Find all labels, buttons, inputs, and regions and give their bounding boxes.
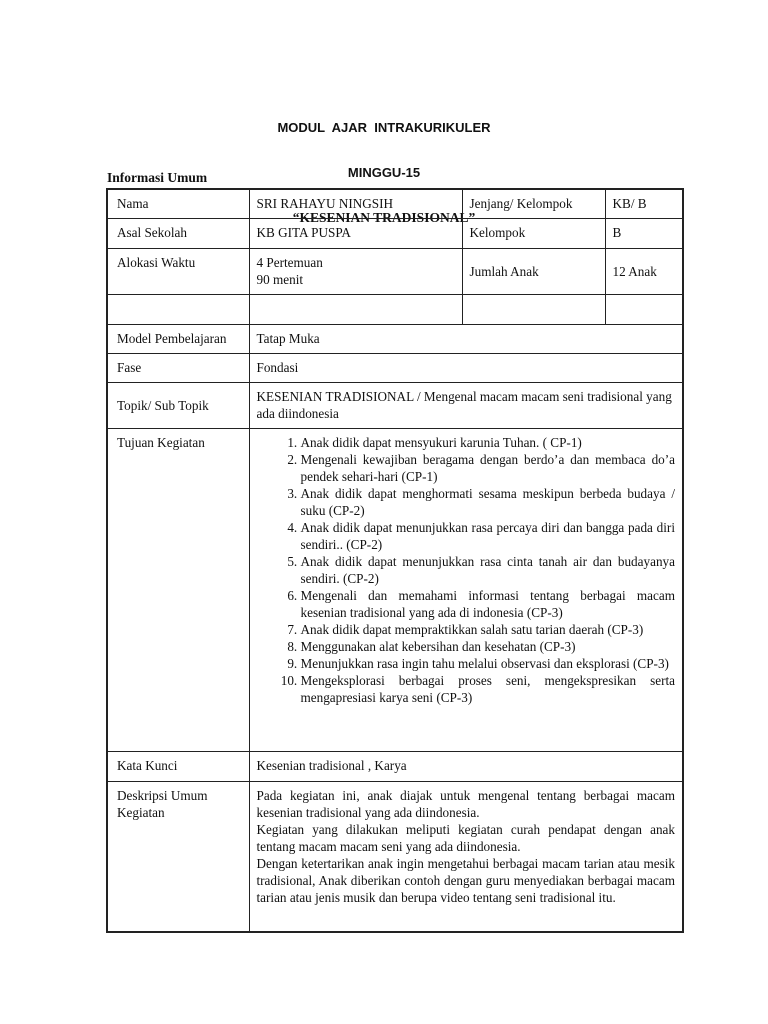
kata-kunci-value: Kesenian tradisional , Karya xyxy=(249,751,683,781)
jenjang-label: Jenjang/ Kelompok xyxy=(462,189,605,218)
nama-value: SRI RAHAYU NINGSIH xyxy=(249,189,462,218)
jenjang-value: KB/ B xyxy=(605,189,683,218)
list-item: 8. Menggunakan alat kebersihan dan kesehatan (CP-3) xyxy=(301,638,676,655)
alokasi-menit: 90 menit xyxy=(256,271,304,287)
row-empty xyxy=(107,294,683,324)
fase-label: Fase xyxy=(107,353,249,382)
row-deskripsi xyxy=(107,781,683,932)
deskripsi-label-line2: Kegiatan xyxy=(117,804,165,820)
theme-title: “KESENIAN TRADISIONAL” xyxy=(292,210,476,225)
row-asal-sekolah xyxy=(107,218,683,248)
list-item: 1. Anak didik dapat mensyukuri karunia Tuhan. ( CP-1) xyxy=(301,434,676,451)
deskripsi-label-line1: Deskripsi Umum xyxy=(117,787,208,803)
list-item: 9. Menunjukkan rasa ingin tahu melalui observasi dan eksplorasi (CP-3) xyxy=(301,655,676,672)
general-info-table xyxy=(106,188,684,933)
topik-value: KESENIAN TRADISIONAL / Mengenal macam macam seni tradisional yang ada diindonesia xyxy=(249,382,683,428)
row-fase xyxy=(107,353,683,382)
alokasi-pertemuan: 4 Pertemuan xyxy=(256,254,323,270)
deskripsi-paragraph: Dengan ketertarikan anak ingin mengetahui berbagai macam tarian atau mesik tradisional, Anak diberikan contoh dengan guru menyediakan berbagai macam tarian atau jenis musik dan berupa video tentang seni tradisional itu. xyxy=(256,855,675,905)
empty-cell xyxy=(107,294,249,324)
nama-label: Nama xyxy=(107,189,249,218)
list-item: 4. Anak didik dapat menunjukkan rasa percaya diri dan bangga pada diri sendiri.. (CP-2) xyxy=(301,519,676,553)
module-title: MODUL AJAR INTRAKURIKULER xyxy=(277,120,491,135)
jumlah-anak-value: 12 Anak xyxy=(605,248,683,294)
deskripsi-value xyxy=(249,781,683,932)
tujuan-kegiatan-value xyxy=(249,428,683,751)
section-title: Informasi Umum xyxy=(107,170,208,185)
row-topik xyxy=(107,382,683,428)
list-item: 5. Anak didik dapat menunjukkan rasa cinta tanah air dan budayanya sendiri. (CP-2) xyxy=(301,553,676,587)
list-item: 2. Mengenali kewajiban beragama dengan berdo’a dan membaca do’a pendek sehari-hari (CP-1) xyxy=(301,451,676,485)
alokasi-waktu-value xyxy=(249,248,462,294)
row-tujuan-kegiatan xyxy=(107,428,683,751)
asal-sekolah-label: Asal Sekolah xyxy=(107,218,249,248)
tujuan-list xyxy=(257,434,676,706)
row-model-pembelajaran xyxy=(107,324,683,353)
model-pembelajaran-label: Model Pembelajaran xyxy=(107,324,249,353)
model-pembelajaran-value: Tatap Muka xyxy=(249,324,683,353)
empty-cell xyxy=(605,294,683,324)
kata-kunci-label: Kata Kunci xyxy=(107,751,249,781)
fase-value: Fondasi xyxy=(249,353,683,382)
kelompok-label: Kelompok xyxy=(462,218,605,248)
deskripsi-label xyxy=(107,781,249,932)
week-label: MINGGU-15 xyxy=(347,165,421,180)
list-item: 3. Anak didik dapat menghormati sesama meskipun berbeda budaya / suku (CP-2) xyxy=(301,485,676,519)
tujuan-kegiatan-label: Tujuan Kegiatan xyxy=(107,428,249,751)
empty-cell xyxy=(249,294,462,324)
topik-label: Topik/ Sub Topik xyxy=(107,382,249,428)
alokasi-waktu-label: Alokasi Waktu xyxy=(107,248,249,294)
kelompok-value: B xyxy=(605,218,683,248)
list-item: 7. Anak didik dapat mempraktikkan salah satu tarian daerah (CP-3) xyxy=(301,621,676,638)
deskripsi-paragraph: Pada kegiatan ini, anak diajak untuk mengenal tentang berbagai macam kesenian tradisional yang ada diindonesia. xyxy=(256,787,675,820)
list-item: 10. Mengeksplorasi berbagai proses seni, mengekspresikan serta mengapresiasi karya seni (CP-3) xyxy=(301,672,676,706)
asal-sekolah-value: KB GITA PUSPA xyxy=(249,218,462,248)
jumlah-anak-label: Jumlah Anak xyxy=(462,248,605,294)
empty-cell xyxy=(462,294,605,324)
list-item: 6. Mengenali dan memahami informasi tentang berbagai macam kesenian tradisional yang ada di indonesia (CP-3) xyxy=(301,587,676,621)
row-kata-kunci xyxy=(107,751,683,781)
deskripsi-paragraph: Kegiatan yang dilakukan meliputi kegiatan curah pendapat dengan anak tentang macam macam seni yang ada diindonesia. xyxy=(256,821,675,854)
row-alokasi-waktu xyxy=(107,248,683,294)
row-nama xyxy=(107,189,683,218)
